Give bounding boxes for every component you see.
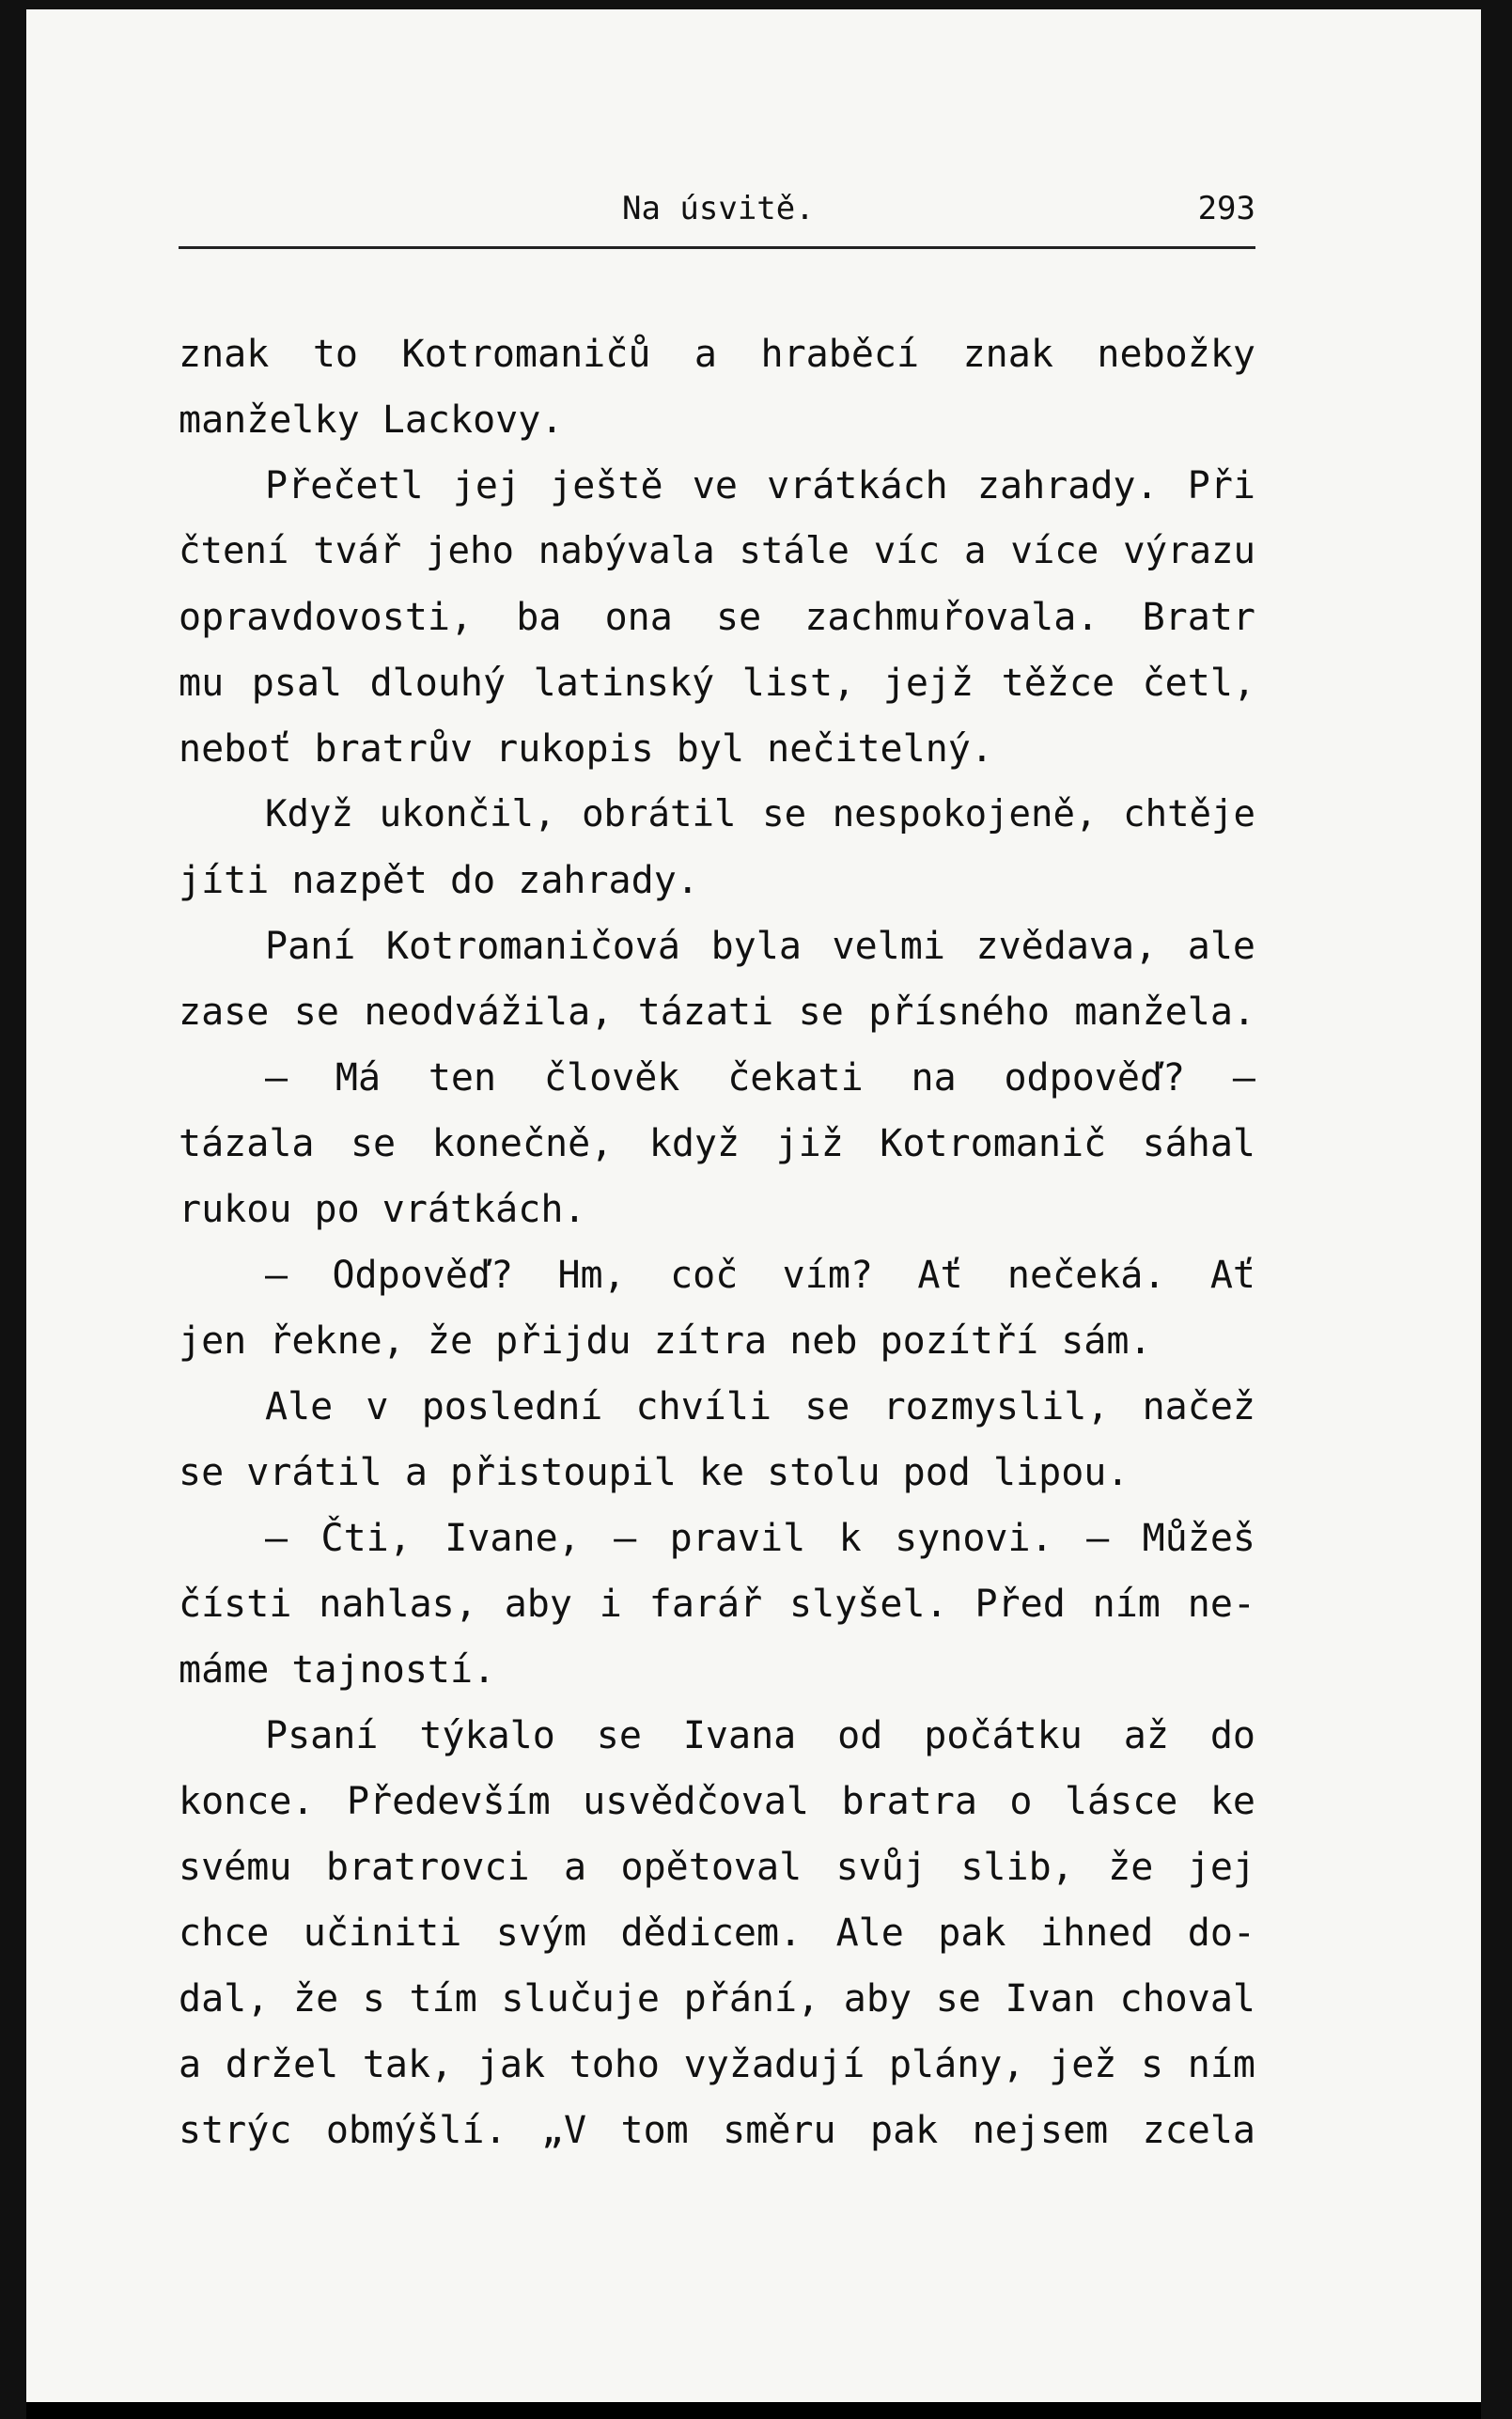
text-line: Přečetl jej ještě ve vrátkách zahrady. Při <box>265 464 1255 507</box>
text-line: se vrátil a přistoupil ke stolu pod lipou. <box>179 1451 1130 1494</box>
page-header <box>179 190 1255 231</box>
text-line: svému bratrovci a opětoval svůj slib, že jej <box>179 1846 1255 1889</box>
text-line: Když ukončil, obrátil se nespokojeně, chtěje <box>265 793 1255 835</box>
text-line: čtení tvář jeho nabývala stále víc a více výrazu <box>179 530 1255 572</box>
text-line: tázala se konečně, když již Kotromanič sáhal <box>179 1122 1255 1165</box>
text-line: zase se neodvážila, tázati se přísného manžela. <box>179 991 1255 1034</box>
body-text <box>179 321 1255 2163</box>
text-line: — Čti, Ivane, — pravil k synovi. — Můžeš <box>265 1517 1255 1560</box>
text-line: dal, že s tím slučuje přání, aby se Ivan choval <box>179 1977 1255 2021</box>
scan-border-right <box>1481 0 1512 2419</box>
text-line: — Má ten člověk čekati na odpověď? — <box>265 1056 1255 1100</box>
book-page <box>26 9 1481 2402</box>
text-line: strýc obmýšlí. „V tom směru pak nejsem zcela <box>179 2109 1255 2152</box>
text-line: máme tajností. <box>179 1648 496 1692</box>
header-rule <box>179 246 1255 249</box>
text-line: neboť bratrův rukopis byl nečitelný. <box>179 727 993 771</box>
text-line: Paní Kotromaničová byla velmi zvědava, ale <box>265 925 1255 968</box>
text-line: rukou po vrátkách. <box>179 1188 586 1231</box>
text-line: mu psal dlouhý latinský list, jejž těžce četl, <box>179 662 1255 705</box>
running-title: Na úsvitě. <box>622 190 815 227</box>
text-line: manželky Lackovy. <box>179 398 564 442</box>
text-line: jen řekne, že přijdu zítra neb pozítří sám. <box>179 1319 1152 1363</box>
text-line: opravdovosti, ba ona se zachmuřovala. Bratr <box>179 596 1255 639</box>
scan-border-left <box>0 0 26 2419</box>
text-line: — Odpověď? Hm, coč vím? Ať nečeká. Ať <box>265 1254 1255 1297</box>
text-line: jíti nazpět do zahrady. <box>179 859 699 902</box>
text-line: konce. Především usvědčoval bratra o lásce ke <box>179 1780 1255 1823</box>
text-line: čísti nahlas, aby i farář slyšel. Před ním ne- <box>179 1583 1255 1626</box>
text-line: a držel tak, jak toho vyžadují plány, jež s ním <box>179 2043 1255 2086</box>
page-number: 293 <box>1197 190 1255 227</box>
text-line: Ale v poslední chvíli se rozmyslil, načež <box>265 1385 1255 1428</box>
scan-border-top <box>0 0 1512 9</box>
text-line: chce učiniti svým dědicem. Ale pak ihned do- <box>179 1912 1255 1955</box>
text-line: Psaní týkalo se Ivana od počátku až do <box>265 1714 1255 1757</box>
text-line: znak to Kotromaničů a hraběcí znak nebožky <box>179 333 1255 376</box>
